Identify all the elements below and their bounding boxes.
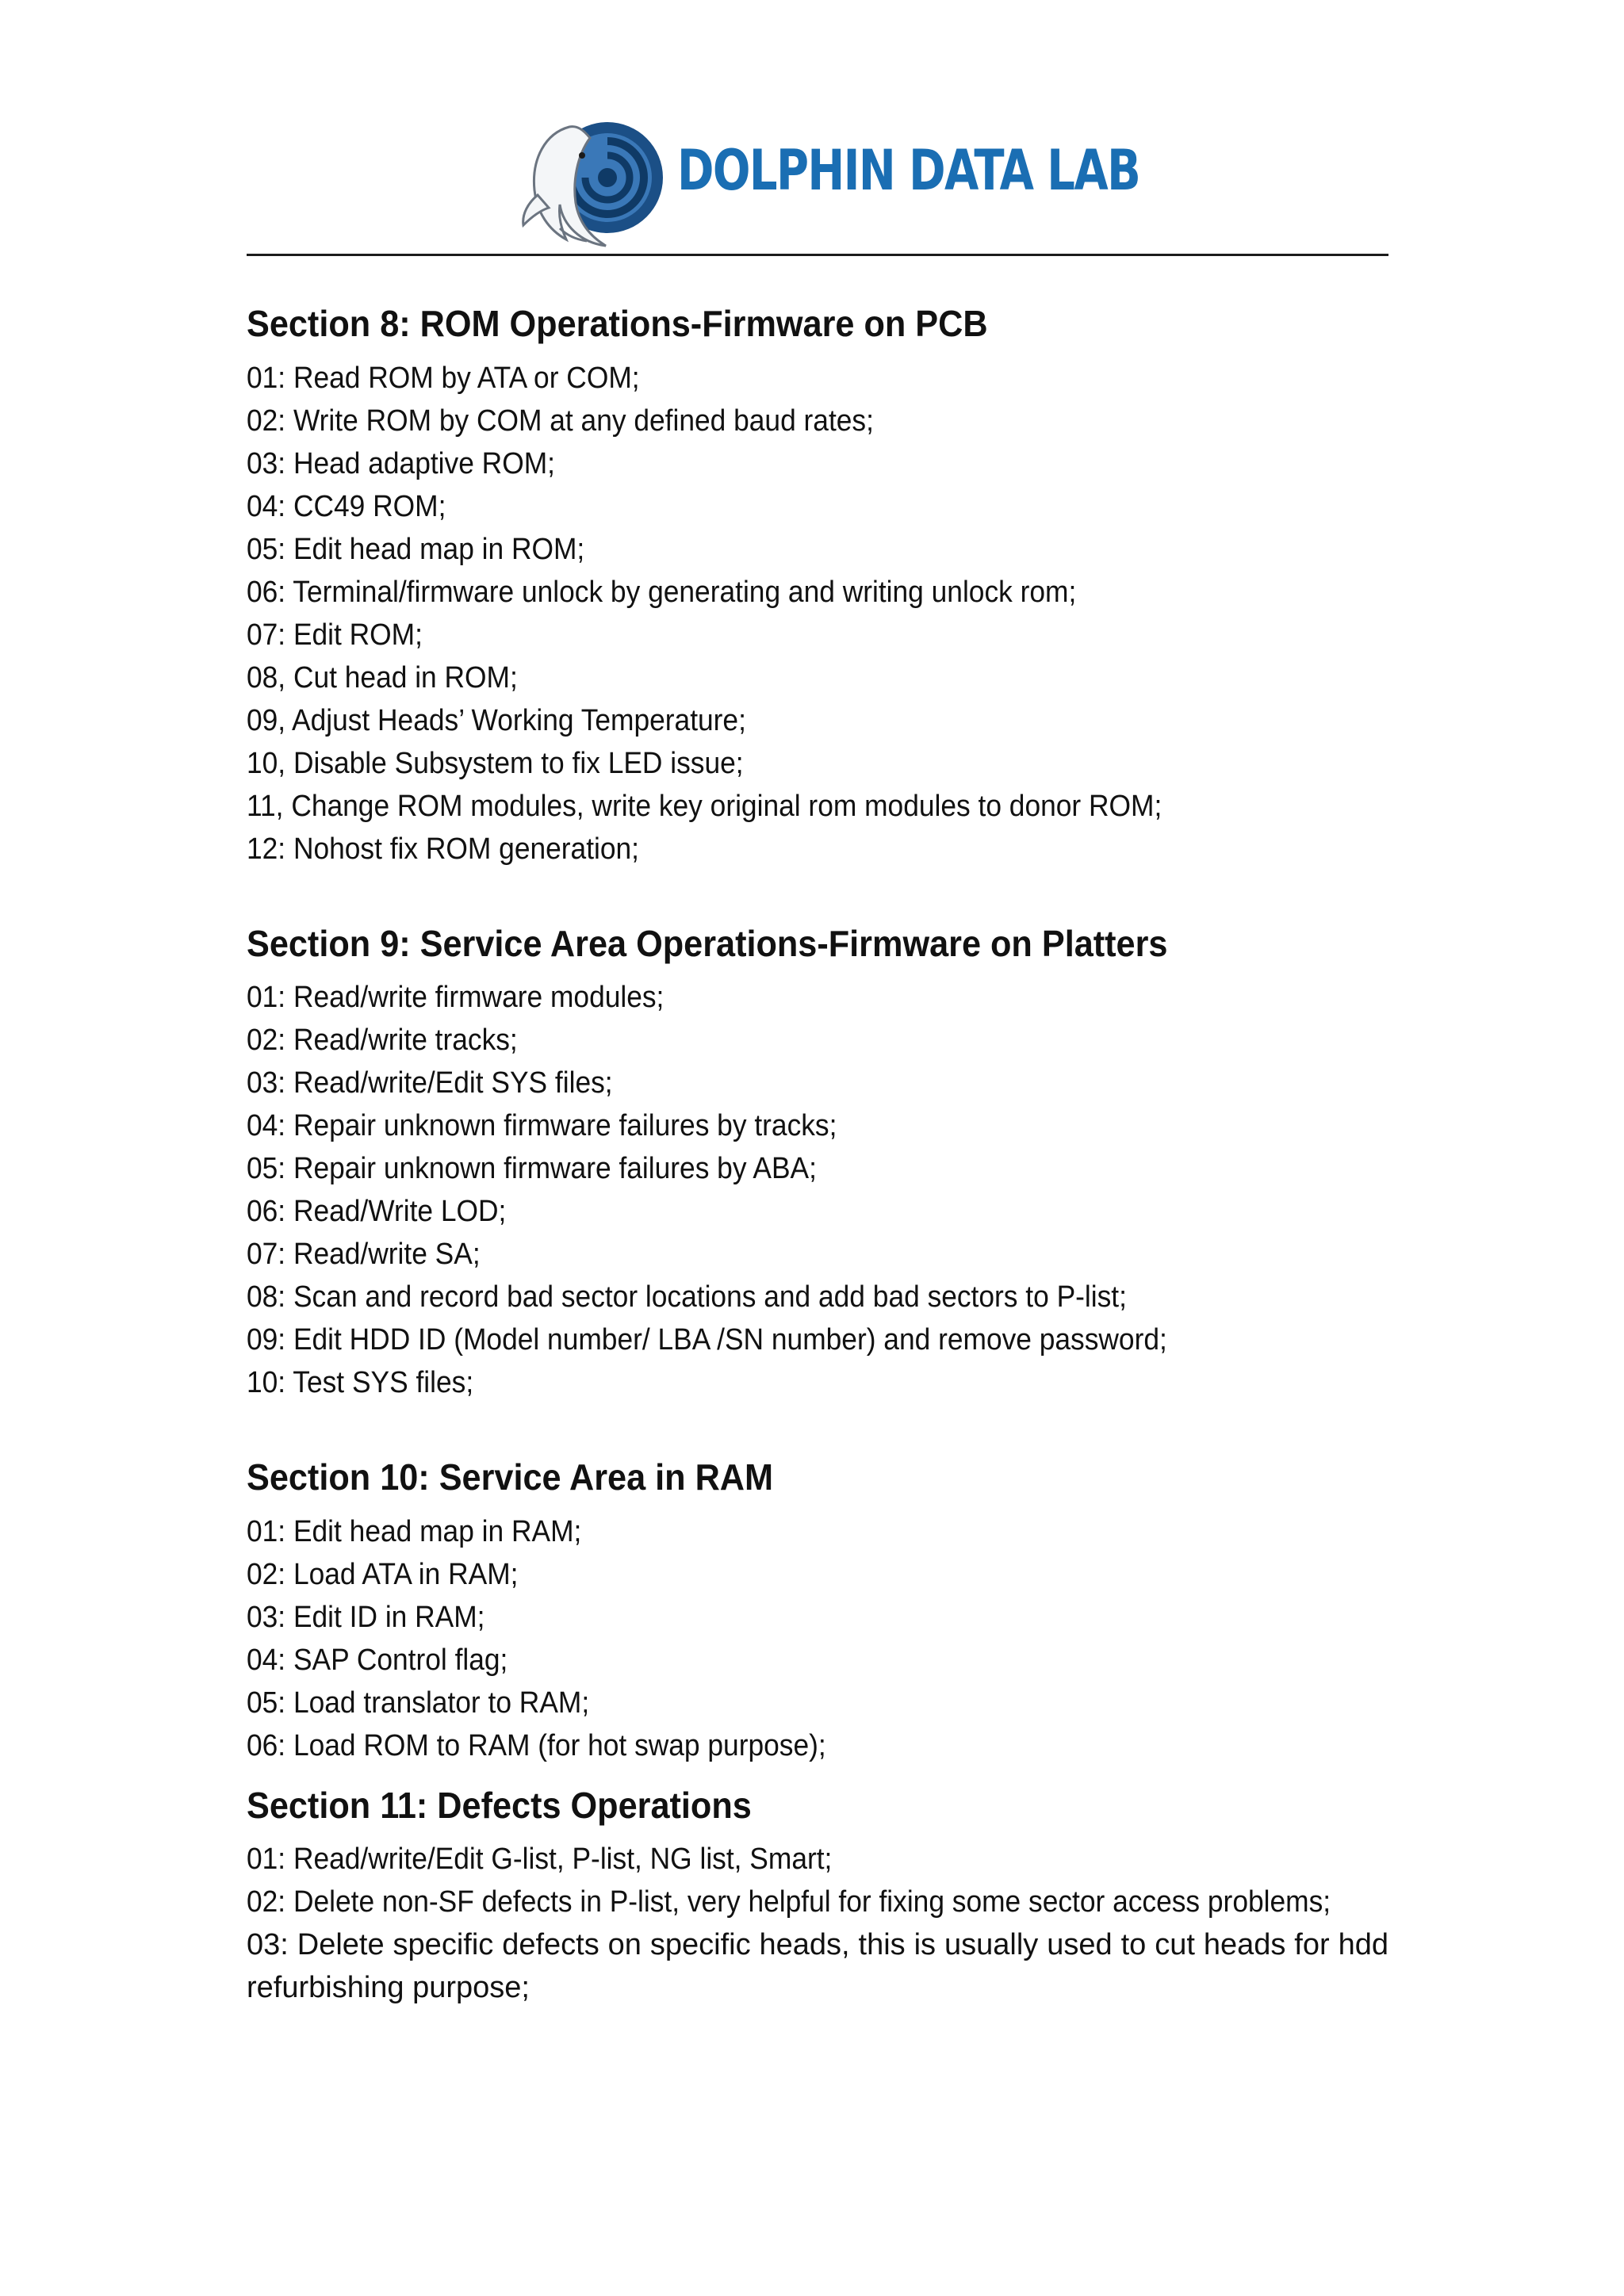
list-item: 10, Disable Subsystem to fix LED issue; — [247, 746, 744, 780]
section-spacer — [247, 871, 1388, 921]
list-item: 06: Read/Write LOD; — [247, 1195, 507, 1228]
list-item: 02: Write ROM by COM at any defined baud rates; — [247, 404, 874, 438]
section-spacer — [247, 1404, 1388, 1455]
header-divider — [247, 254, 1388, 256]
list-item: 10: Test SYS files; — [247, 1366, 474, 1399]
list-item: 07: Edit ROM; — [247, 618, 423, 652]
list-item: 04: SAP Control flag; — [247, 1643, 508, 1677]
list-item: 06: Load ROM to RAM (for hot swap purpose); — [247, 1728, 826, 1762]
section-title: Section 11: Defects Operations — [247, 1784, 752, 1826]
list-item: 03: Read/write/Edit SYS files; — [247, 1066, 613, 1100]
list-item: 04: Repair unknown firmware failures by tracks; — [247, 1109, 837, 1142]
section-11 — [247, 1783, 1388, 2010]
list-item: 01: Edit head map in RAM; — [247, 1514, 582, 1548]
section-8 — [247, 301, 1388, 871]
list-item: 04: CC49 ROM; — [247, 489, 446, 523]
list-item: 02: Delete non-SF defects in P-list, very helpful for fixing some sector access problems; — [247, 1885, 1331, 1919]
list-item: 11, Change ROM modules, write key original rom modules to donor ROM; — [247, 789, 1162, 823]
list-item: 08, Cut head in ROM; — [247, 660, 518, 695]
list-item: 03: Delete specific defects on specific heads, this is usually used to cut heads for hdd refurbishing purpose; — [247, 1928, 1388, 2004]
list-item: 01: Read ROM by ATA or COM; — [247, 361, 640, 395]
list-item: 08: Scan and record bad sector locations and add bad sectors to P-list; — [247, 1280, 1127, 1314]
section-spacer — [247, 1767, 1388, 1783]
list-item: 02: Read/write tracks; — [247, 1024, 518, 1057]
brand-logo — [514, 109, 1140, 252]
list-item: 05: Load translator to RAM; — [247, 1686, 590, 1720]
list-item: 09, Adjust Heads’ Working Temperature; — [247, 703, 746, 737]
list-item: 01: Read/write/Edit G-list, P-list, NG list, Smart; — [247, 1843, 833, 1876]
document-body — [247, 301, 1388, 2009]
section-title: Section 8: ROM Operations-Firmware on PCB — [247, 303, 988, 344]
section-9 — [247, 921, 1388, 1405]
list-item: 05: Edit head map in ROM; — [247, 532, 585, 566]
section-title: Section 9: Service Area Operations-Firmware on Platters — [247, 922, 1168, 964]
list-item: 03: Head adaptive ROM; — [247, 446, 555, 480]
section-title: Section 10: Service Area in RAM — [247, 1456, 774, 1498]
brand-name: DOLPHIN DATA LAB — [677, 138, 1140, 203]
page-header — [0, 109, 1624, 252]
list-item: 09: Edit HDD ID (Model number/ LBA /SN number) and remove password; — [247, 1323, 1167, 1357]
list-item: 06: Terminal/firmware unlock by generating and writing unlock rom; — [247, 575, 1077, 609]
list-item: 07: Read/write SA; — [247, 1238, 481, 1271]
list-item: 05: Repair unknown firmware failures by ABA; — [247, 1152, 817, 1185]
list-item: 12: Nohost fix ROM generation; — [247, 832, 640, 866]
section-10 — [247, 1455, 1388, 1767]
list-item: 01: Read/write firmware modules; — [247, 981, 665, 1014]
dolphin-logo-icon — [514, 109, 672, 252]
list-item: 03: Edit ID in RAM; — [247, 1600, 485, 1634]
list-item: 02: Load ATA in RAM; — [247, 1557, 519, 1591]
